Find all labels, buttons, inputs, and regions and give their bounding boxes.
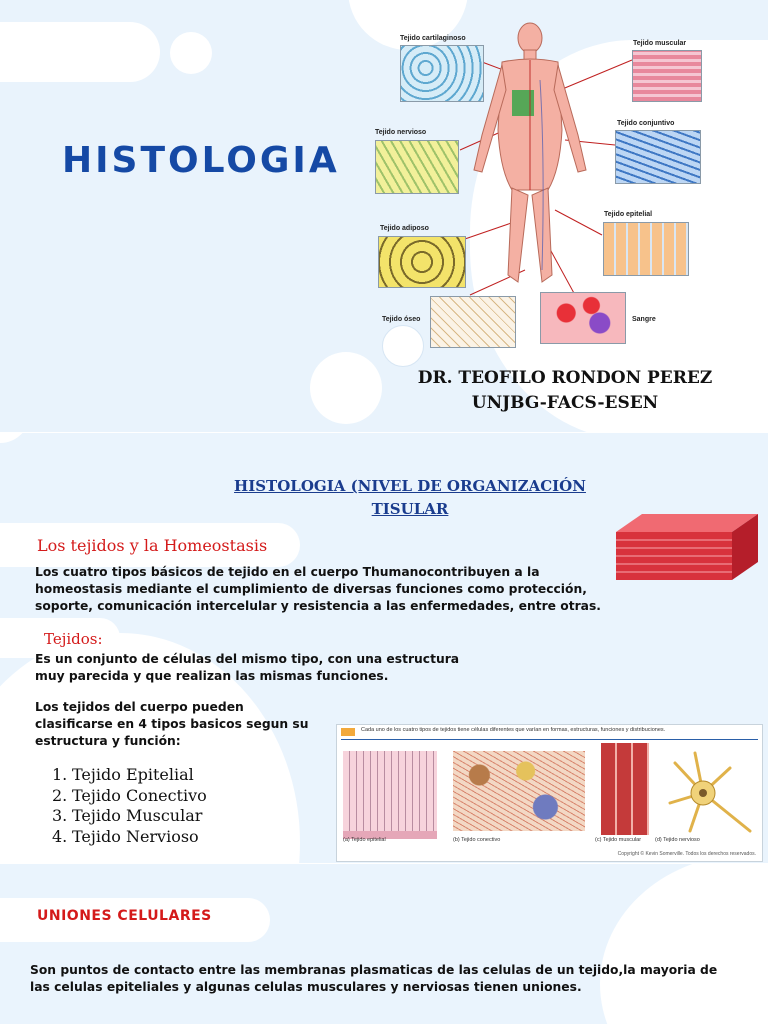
tile-muscular bbox=[632, 50, 702, 102]
label-epitelial: Tejido epitelial bbox=[604, 211, 653, 218]
figure-copyright: Copyright © Kevin Somerville. Todos los derechos reservados. bbox=[617, 851, 756, 857]
heading-line-2: TISULAR bbox=[371, 500, 449, 518]
four-tissues-figure bbox=[336, 724, 763, 862]
author-name: DR. TEOFILO RONDON PEREZ bbox=[417, 368, 713, 388]
list-item: 1. Tejido Epitelial bbox=[52, 765, 194, 784]
institution: UNJBG-FACS-ESEN bbox=[471, 393, 659, 413]
label-adiposo: Tejido adiposo bbox=[380, 225, 429, 232]
label-conectivo: (b) Tejido conectivo bbox=[453, 837, 501, 843]
tile-cartilaginoso bbox=[400, 45, 484, 102]
label-sangre: Sangre bbox=[632, 316, 656, 323]
heading-line-1: HISTOLOGIA (NIVEL DE ORGANIZACIÓN bbox=[234, 477, 586, 495]
epithelial-image bbox=[343, 751, 437, 839]
label-oseo: Tejido óseo bbox=[382, 316, 421, 323]
figure-caption: Cada uno de los cuatro tipos de tejidos tiene células diferentes que varían en formas, estructuras, funciones y distribuciones. bbox=[361, 727, 666, 733]
list-item: 2. Tejido Conectivo bbox=[52, 785, 207, 805]
paragraph-homeostasis: Los cuatro tipos básicos de tejido en el cuerpo Thumanocontribuyen a la homeostasis mediante el cumplimiento de diversas funciones como protección, soporte, comunicación intercelular y resistencia a las enfermedades, entre otras. bbox=[35, 565, 601, 613]
section-title-uniones: UNIONES CELULARES bbox=[37, 908, 212, 924]
label-nervioso: Tejido nervioso bbox=[375, 129, 427, 136]
author-block bbox=[380, 366, 750, 416]
label-muscular: (c) Tejido muscular bbox=[595, 837, 642, 843]
label-cartilaginoso: Tejido cartilaginoso bbox=[400, 35, 466, 42]
label-muscular: Tejido muscular bbox=[633, 40, 687, 47]
decor-shape bbox=[600, 864, 768, 1024]
content-slide-uniones bbox=[0, 864, 768, 1024]
label-epitelial: (a) Tejido epitelial bbox=[343, 837, 386, 843]
connective-image bbox=[453, 751, 585, 831]
decor-bubble bbox=[0, 433, 30, 443]
tile-oseo bbox=[430, 296, 516, 348]
neuron-image bbox=[655, 743, 755, 835]
label-nervioso: (d) Tejido nervioso bbox=[655, 837, 700, 843]
main-title: HISTOLOGIA bbox=[62, 140, 340, 181]
paragraph-clasificacion: Los tejidos del cuerpo pueden clasificarse en 4 tipos basicos segun su estructura y función: bbox=[35, 700, 309, 748]
tissue-types-list bbox=[52, 765, 207, 847]
decor-bubble bbox=[170, 32, 212, 74]
label-conjuntivo: Tejido conjuntivo bbox=[617, 120, 675, 127]
slide2-heading bbox=[200, 475, 620, 521]
tile-adiposo bbox=[378, 236, 466, 288]
paragraph-tejidos: Es un conjunto de células del mismo tipo, con una estructura muy parecida y que realizan las mismas funciones. bbox=[35, 652, 460, 683]
tile-epitelial bbox=[603, 222, 689, 276]
title-slide bbox=[0, 0, 768, 433]
tile-nervioso bbox=[375, 140, 459, 194]
decor-bubble bbox=[310, 352, 382, 424]
section-title-tejidos: Tejidos: bbox=[44, 630, 103, 648]
decor-pill bbox=[0, 22, 160, 82]
paragraph-uniones: Son puntos de contacto entre las membranas plasmaticas de las celulas de un tejido,la mayoria de las celulas epiteliales y algunas celulas musculares y nerviosas tienen uniones. bbox=[30, 963, 718, 994]
muscle-image bbox=[601, 743, 649, 835]
figure-marker bbox=[341, 728, 355, 736]
muscle-tissue-image bbox=[612, 510, 760, 582]
tile-sangre bbox=[540, 292, 626, 344]
tile-conjuntivo bbox=[615, 130, 701, 184]
figure-rule bbox=[341, 739, 758, 740]
section-title-homeostasis: Los tejidos y la Homeostasis bbox=[37, 536, 268, 555]
list-item: 3. Tejido Muscular bbox=[52, 806, 203, 825]
list-item: 4. Tejido Nervioso bbox=[52, 826, 199, 846]
